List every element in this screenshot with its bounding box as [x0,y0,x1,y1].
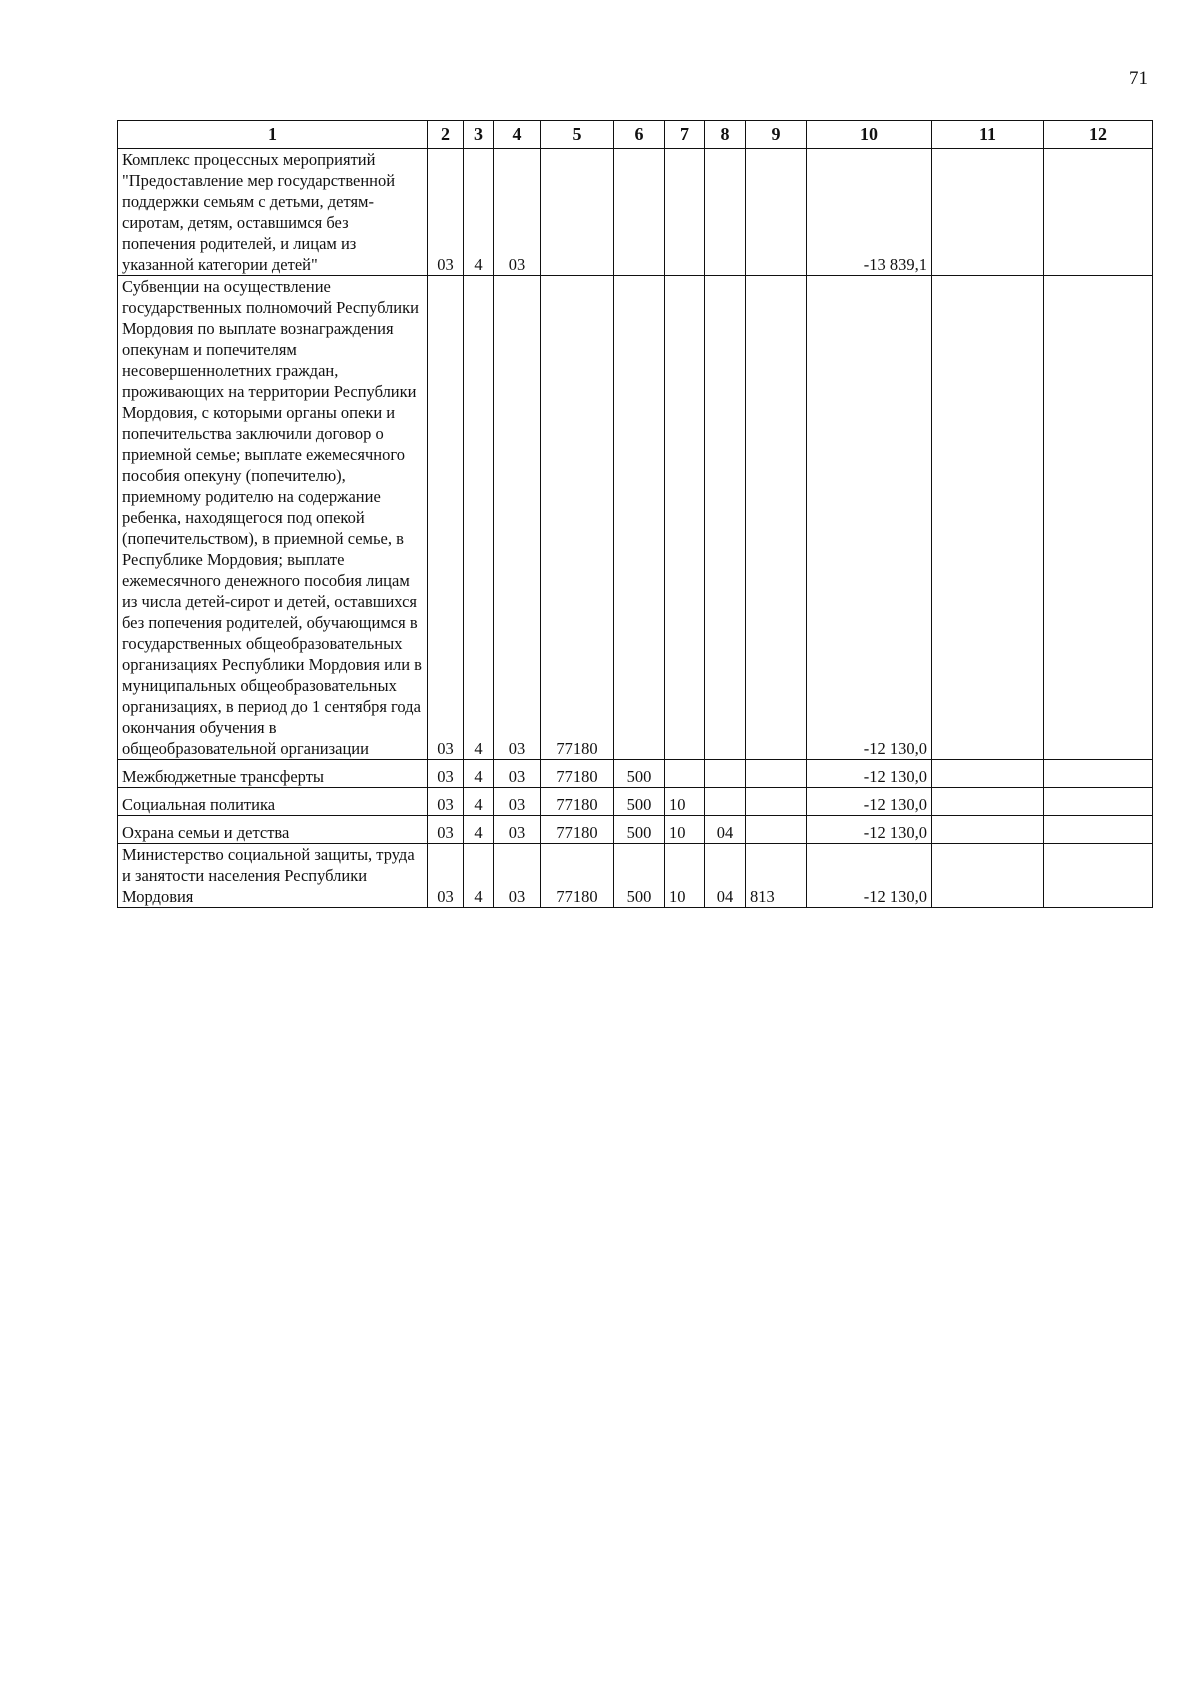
cell-c6: 500 [614,844,665,908]
cell-c8 [705,149,746,276]
cell-c11 [932,788,1044,816]
cell-c5: 77180 [541,276,614,760]
cell-c11 [932,760,1044,788]
cell-c11 [932,844,1044,908]
cell-c3: 4 [464,276,494,760]
cell-c8 [705,276,746,760]
cell-c9 [746,816,807,844]
cell-c7 [665,760,705,788]
column-header: 1 [118,121,428,149]
cell-c7: 10 [665,844,705,908]
cell-c5: 77180 [541,760,614,788]
cell-c6: 500 [614,760,665,788]
cell-amount: -12 130,0 [807,276,932,760]
column-header: 8 [705,121,746,149]
cell-c12 [1044,816,1153,844]
cell-c12 [1044,844,1153,908]
cell-c3: 4 [464,760,494,788]
column-header: 2 [428,121,464,149]
cell-c9 [746,149,807,276]
cell-c7 [665,149,705,276]
cell-c8 [705,788,746,816]
cell-c6: 500 [614,816,665,844]
column-header: 11 [932,121,1044,149]
row-name: Министерство социальной защиты, труда и занятости населения Республики Мордовия [118,844,428,908]
table-row [118,788,1153,816]
cell-c4: 03 [494,844,541,908]
column-header: 10 [807,121,932,149]
cell-c8: 04 [705,844,746,908]
cell-c4: 03 [494,149,541,276]
cell-c3: 4 [464,149,494,276]
cell-c8: 04 [705,816,746,844]
column-header: 9 [746,121,807,149]
cell-amount: -12 130,0 [807,816,932,844]
cell-c11 [932,276,1044,760]
cell-c2: 03 [428,276,464,760]
cell-c8 [705,760,746,788]
table-row [118,844,1153,908]
cell-c12 [1044,760,1153,788]
page-number: 71 [1129,68,1148,89]
cell-c9: 813 [746,844,807,908]
row-name: Комплекс процессных мероприятий "Предоставление мер государственной поддержки семьям с детьми, детям-сиротам, детям, оставшимся без попечения родителей, и лицам из указанной категории детей" [118,149,428,276]
column-header: 7 [665,121,705,149]
cell-c4: 03 [494,816,541,844]
cell-c2: 03 [428,760,464,788]
cell-c11 [932,816,1044,844]
table-row [118,816,1153,844]
cell-c6 [614,276,665,760]
cell-c9 [746,788,807,816]
table-row [118,760,1153,788]
table-row [118,276,1153,760]
cell-c5: 77180 [541,788,614,816]
row-name: Социальная политика [118,788,428,816]
column-header: 5 [541,121,614,149]
cell-c7: 10 [665,816,705,844]
cell-c7: 10 [665,788,705,816]
cell-c5: 77180 [541,844,614,908]
cell-c12 [1044,276,1153,760]
cell-amount: -13 839,1 [807,149,932,276]
cell-c9 [746,760,807,788]
column-header: 4 [494,121,541,149]
cell-c2: 03 [428,816,464,844]
column-header: 3 [464,121,494,149]
cell-c6 [614,149,665,276]
cell-c2: 03 [428,788,464,816]
cell-c5: 77180 [541,816,614,844]
row-name: Межбюджетные трансферты [118,760,428,788]
cell-c12 [1044,149,1153,276]
cell-c3: 4 [464,844,494,908]
row-name: Субвенции на осуществление государственных полномочий Республики Мордовия по выплате вознаграждения опекунам и попечителям несовершеннолетних граждан, проживающих на территории Республики Мордовия, с которыми органы опеки и попечительства заключили договор о приемной семье; выплате ежемесячного пособия опекуну (попечителю), приемному родителю на содержание ребенка, находящегося под опекой (попечительством), в приемной семье, в Республике Мордовия; выплате ежемесячного денежного пособия лицам из числа детей-сирот и детей, оставшихся без попечения родителей, обучающимся в государственных общеобразовательных организациях Республики Мордовия или в муниципальных общеобразовательных организациях, в период до 1 сентября года окончания обучения в общеобразовательной организации [118,276,428,760]
cell-c3: 4 [464,816,494,844]
cell-c9 [746,276,807,760]
column-header: 12 [1044,121,1153,149]
budget-table [117,120,1153,908]
cell-c3: 4 [464,788,494,816]
cell-c5 [541,149,614,276]
row-name: Охрана семьи и детства [118,816,428,844]
column-header: 6 [614,121,665,149]
cell-c4: 03 [494,760,541,788]
cell-c2: 03 [428,149,464,276]
cell-c12 [1044,788,1153,816]
cell-c7 [665,276,705,760]
cell-c6: 500 [614,788,665,816]
cell-amount: -12 130,0 [807,760,932,788]
cell-c2: 03 [428,844,464,908]
table-row [118,149,1153,276]
cell-c11 [932,149,1044,276]
cell-c4: 03 [494,788,541,816]
cell-c4: 03 [494,276,541,760]
header-row [118,121,1153,149]
cell-amount: -12 130,0 [807,788,932,816]
cell-amount: -12 130,0 [807,844,932,908]
